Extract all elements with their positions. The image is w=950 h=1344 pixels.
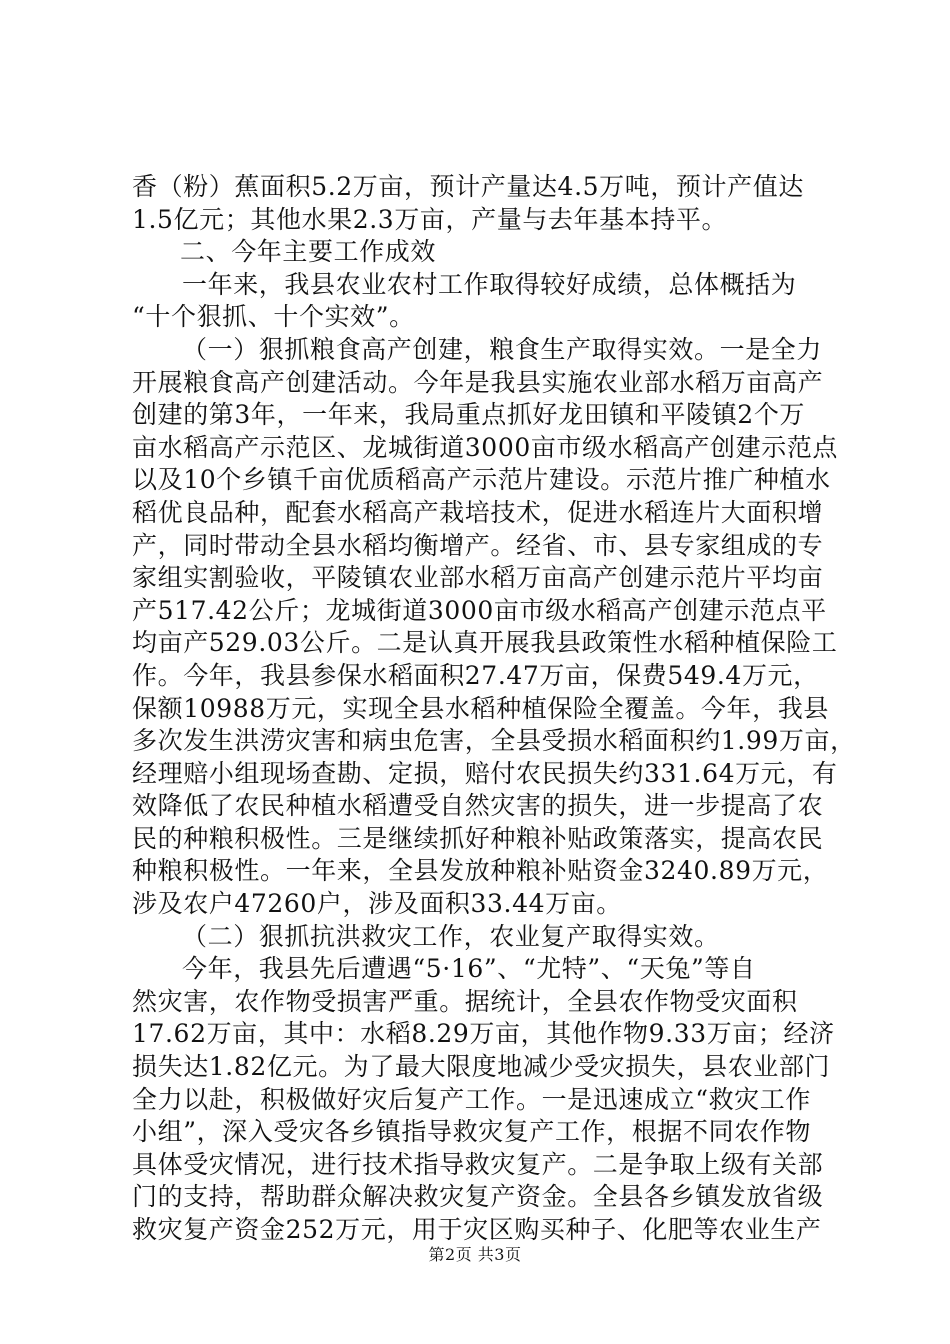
text-line: 产517.42公斤；龙城街道3000亩市级水稻高产创建示范点平 <box>132 595 827 625</box>
text-line: 17.62万亩，其中：水稻8.29万亩，其他作物9.33万亩；经济 <box>132 1019 835 1049</box>
text-line: 均亩产529.03公斤。二是认真开展我县政策性水稻种植保险工 <box>132 628 838 658</box>
text-line: 稻优良品种，配套水稻高产栽培技术，促进水稻连片大面积增 <box>132 497 824 527</box>
text-line: 1.5亿元；其他水果2.3万亩，产量与去年基本持平。 <box>132 204 728 234</box>
text-line: 家组实割验收，平陵镇农业部水稻万亩高产创建示范片平均亩 <box>132 563 824 593</box>
text-line: 效降低了农民种植水稻遭受自然灾害的损失，进一步提高了农 <box>132 791 824 821</box>
text-line: 经理赔小组现场查勘、定损，赔付农民损失约331.64万元，有 <box>132 758 838 788</box>
page-number: 第2页 共3页 <box>428 1245 522 1264</box>
text-line: 门的支持，帮助群众解决救灾复产资金。全县各乡镇发放省级 <box>132 1182 824 1212</box>
text-line: 种粮积极性。一年来，全县发放种粮补贴资金3240.89万元， <box>132 856 829 886</box>
text-line: 亩水稻高产示范区、龙城街道3000亩市级水稻高产创建示范点 <box>132 432 839 462</box>
text-line: 保额10988万元，实现全县水稻种植保险全覆盖。今年，我县 <box>132 693 829 723</box>
text-line: 救灾复产资金252万元，用于灾区购买种子、化肥等农业生产 <box>132 1215 822 1244</box>
text-line: 作。今年，我县参保水稻面积27.47万亩，保费549.4万元， <box>132 660 819 690</box>
text-line: 一年来，我县农业农村工作取得较好成绩，总体概括为 <box>182 269 797 299</box>
text-line: “十个狠抓、十个实效”。 <box>132 302 415 332</box>
text-line: 以及10个乡镇千亩优质稻高产示范片建设。示范片推广种植水 <box>132 465 831 495</box>
section-heading: 二、今年主要工作成效 <box>180 237 437 267</box>
text-line: 民的种粮积极性。三是继续抓好种粮补贴政策落实，提高农民 <box>132 823 824 853</box>
text-line: 产，同时带动全县水稻均衡增产。经省、市、县专家组成的专 <box>132 530 824 560</box>
text-line: 全力以赴，积极做好灾后复产工作。一是迅速成立“救灾工作 <box>132 1084 811 1114</box>
text-line: 开展粮食高产创建活动。今年是我县实施农业部水稻万亩高产 <box>132 367 824 397</box>
text-line: 今年，我县先后遭遇“5·16”、“尤特”、“天兔”等自 <box>182 954 756 984</box>
subsection-heading: （二）狠抓抗洪救灾工作，农业复产取得实效。 <box>182 921 720 951</box>
text-line: 损失达1.82亿元。为了最大限度地减少受灾损失，县农业部门 <box>132 1052 831 1082</box>
document-body <box>132 171 856 1247</box>
text-line: 多次发生洪涝灾害和病虫危害，全县受损水稻面积约1.99万亩， <box>132 726 856 756</box>
text-line: 涉及农户47260户，涉及面积33.44万亩。 <box>132 889 622 919</box>
text-line: 香（粉）蕉面积5.2万亩，预计产量达4.5万吨，预计产值达 <box>132 172 804 201</box>
text-line: 具体受灾情况，进行技术指导救灾复产。二是争取上级有关部 <box>132 1149 824 1179</box>
text-line: 小组”，深入受灾各乡镇指导救灾复产工作，根据不同农作物 <box>132 1117 811 1147</box>
subsection-heading: （一）狠抓粮食高产创建，粮食生产取得实效。一是全力 <box>182 334 823 364</box>
page-footer <box>0 1245 950 1265</box>
text-line: 然灾害，农作物受损害严重。据统计，全县农作物受灾面积 <box>132 986 798 1016</box>
text-line: 创建的第3年，一年来，我局重点抓好龙田镇和平陵镇2个万 <box>132 400 806 430</box>
